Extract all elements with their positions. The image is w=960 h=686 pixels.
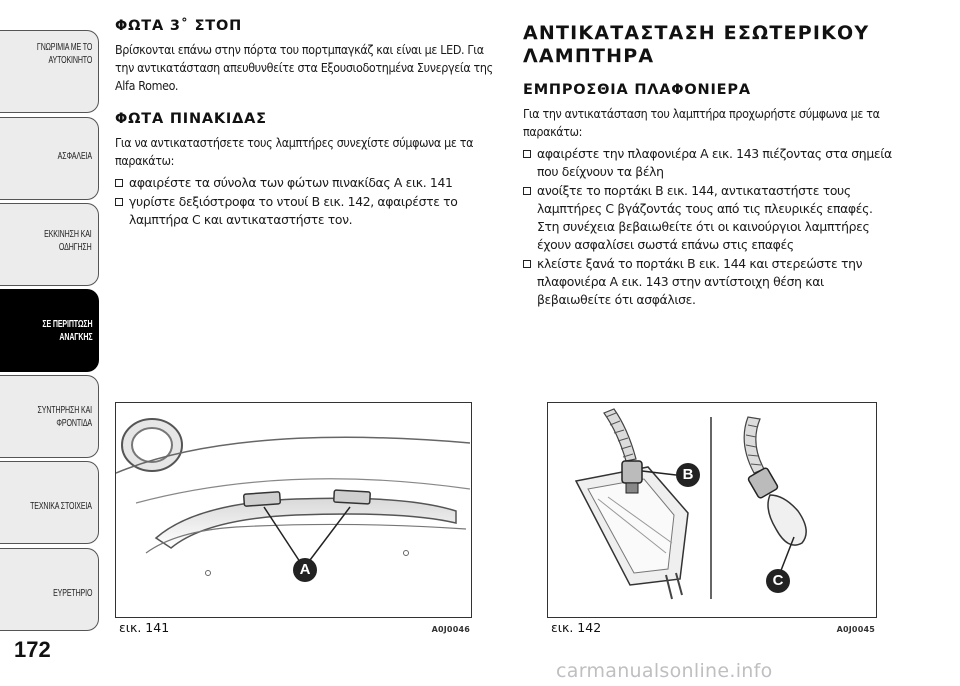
figure-141 <box>115 402 472 618</box>
figure-142 <box>547 402 877 618</box>
callout-b: B <box>676 463 700 487</box>
plate-lights-steps <box>115 174 495 229</box>
list-item: κλείστε ξανά το πορτάκι B εικ. 144 και στερεώστε την πλαφονιέρα A εικ. 143 στην αντίστοιχη θέση και βεβαιωθείτε ότι ασφάλισε. <box>523 255 893 309</box>
list-item: ανοίξτε το πορτάκι B εικ. 144, αντικαταστήστε τους λαμπτήρες C βγάζοντάς τους από τις πλευρικές επαφές. Στη συνέχεια βεβαιωθείτε ότι οι καινούργιοι λαμπτήρες έχουν ασφαλίσει σωστά επάνω στις επαφές <box>523 182 893 254</box>
tab-index[interactable]: ΕΥΡΕΤΗΡΙΟ <box>0 548 99 631</box>
list-item: γυρίστε δεξιόστροφα το ντουί B εικ. 142, αφαιρέστε το λαμπτήρα C και αντικαταστήστε τον. <box>115 193 495 229</box>
tab-safety[interactable]: ΑΣΦΑΛΕΙΑ <box>0 117 99 200</box>
bulb-holder-illustration <box>548 403 875 616</box>
plate-light-illustration <box>116 403 470 616</box>
plate-lights-intro: Για να αντικαταστήσετε τους λαμπτήρες συνεχίστε σύμφωνα με τα παρακάτω: <box>115 135 474 168</box>
watermark: carmanualsonline.info <box>556 660 773 682</box>
page-title: ΑΝΤΙΚΑΤΑΣΤΑΣΗ ΕΣΩΤΕΡΙΚΟΥ ΛΑΜΠΤΗΡΑ <box>523 22 870 67</box>
figure-142-caption: εικ. 142 A0J0045 <box>551 620 875 635</box>
left-column <box>115 18 495 235</box>
tab-technical-data[interactable]: ΤΕΧΝΙΚΑ ΣΤΟΙΧΕΙΑ <box>0 461 99 544</box>
page-number: 172 <box>14 637 51 662</box>
tab-emergency[interactable]: ΣΕ ΠΕΡΙΠΤΩΣΗ ΑΝΑΓΚΗΣ <box>0 289 99 372</box>
list-item: αφαιρέστε τα σύνολα των φώτων πινακίδας A εικ. 141 <box>115 174 495 192</box>
ceiling-light-steps <box>523 145 893 309</box>
checkbox-bullet-icon <box>523 150 531 158</box>
third-brake-light-text: Βρίσκονται επάνω στην πόρτα του πορτμπαγκάζ και είναι με LED. Για την αντικατάσταση απευθυνθείτε στα Εξουσιοδοτημένα Συνεργεία της Alfa Romeo. <box>115 42 493 93</box>
tab-maintenance[interactable]: ΣΥΝΤΗΡΗΣΗ ΚΑΙ ΦΡΟΝΤΙΔΑ <box>0 375 99 458</box>
figure-141-caption: εικ. 141 A0J0046 <box>119 620 470 635</box>
callout-a: A <box>293 558 317 582</box>
right-column <box>523 22 893 315</box>
checkbox-bullet-icon <box>115 198 123 206</box>
tab-getting-to-know[interactable]: ΓΝΩΡΙΜΙΑ ΜΕ ΤΟ ΑΥΤΟΚΙΝΗΤΟ <box>0 30 99 113</box>
list-item: αφαιρέστε την πλαφονιέρα A εικ. 143 πιέζοντας στα σημεία που δείχνουν τα βέλη <box>523 145 893 181</box>
callout-c: C <box>766 569 790 593</box>
section-title-front-ceiling-light: ΕΜΠΡΟΣΘΙΑ ΠΛΑΦΟΝΙΕΡΑ <box>523 82 751 98</box>
chapter-tabs <box>0 0 100 640</box>
checkbox-bullet-icon <box>523 260 531 268</box>
section-title-third-brake-light: ΦΩΤΑ 3˚ ΣΤΟΠ <box>115 18 243 34</box>
section-title-plate-lights: ΦΩΤΑ ΠΙΝΑΚΙΔΑΣ <box>115 111 267 127</box>
ceiling-light-intro: Για την αντικατάσταση του λαμπτήρα προχωρήστε σύμφωνα με τα παρακάτω: <box>523 106 880 139</box>
checkbox-bullet-icon <box>523 187 531 195</box>
checkbox-bullet-icon <box>115 179 123 187</box>
tab-starting-driving[interactable]: ΕΚΚΙΝΗΣΗ ΚΑΙ ΟΔΗΓΗΣΗ <box>0 203 99 286</box>
